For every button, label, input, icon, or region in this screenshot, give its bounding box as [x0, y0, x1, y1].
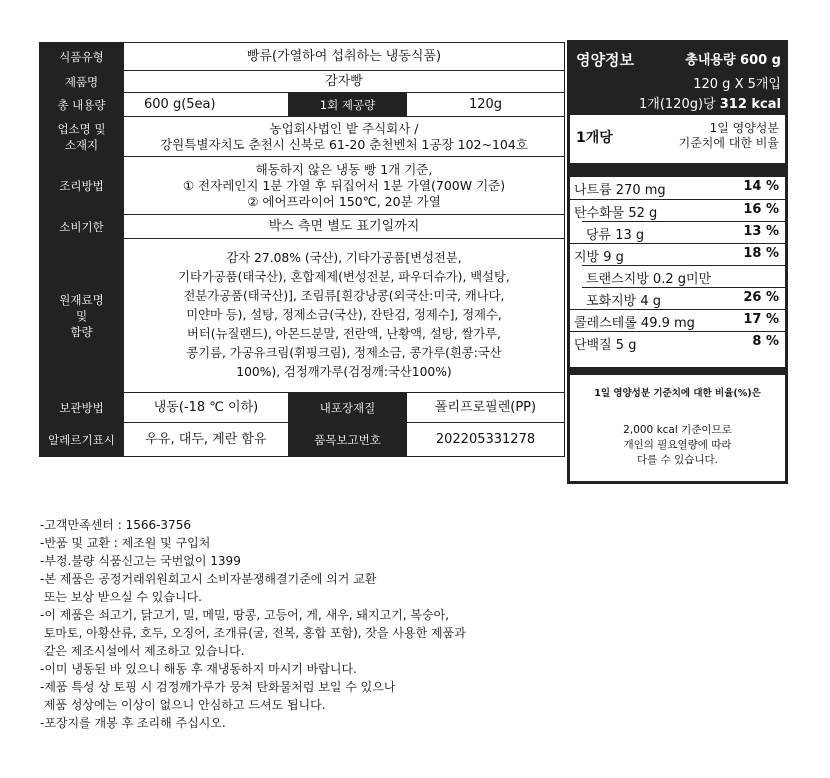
daily-ref-label: 1일 영양성분 기준치에 대한 비율 [678, 121, 779, 150]
nutrition-title: 영양정보 [576, 51, 634, 69]
total-content-label: 총 내용량 [40, 93, 124, 117]
note-line: -부정.불량 식품신고는 국번없이 1399 [40, 554, 241, 568]
cooking-method-label: 조리방법 [40, 157, 124, 215]
note-line: -본 제품은 공정거래위원회고시 소비자분쟁해결기준에 의거 교환 [40, 572, 377, 586]
expiry-label: 소비기한 [40, 215, 124, 239]
nutrition-total: 총내용량 600 g [685, 53, 781, 68]
company-value: 농업회사법인 밭 주식회사 / 강원특별자치도 춘천시 신북로 61-20 춘천벤처 1공장 102~104호 [124, 117, 565, 157]
food-type-label: 식품유형 [40, 43, 124, 71]
nutrient-row: 당류 13 g 13 % [582, 221, 785, 222]
note-line: 토마토, 아황산류, 호두, 오징어, 조개류(굴, 전복, 홍합 포함), 잣을 사용한 제품과 [40, 626, 466, 640]
nutrition-rows: 나트륨 270 mg 14 % 탄수화물 52 g 16 % 당류 13 g 13 % 지방 9 g 18 % 트랜스지방 0.2 g미만 포화지방 4 g 26 % 콜레스테롤 49.9 mg 17 % 단백질 5 g 8 % [570, 177, 785, 367]
ingredients-line: 전분가공품(태국산)], 조림류[흰강낭콩(외국산:미국, 캐나다, [183, 289, 505, 303]
nutrient-row: 탄수화물 52 g 16 % [570, 199, 785, 200]
allergy-value: 우유, 대두, 계란 함유 [124, 423, 289, 457]
storage-label: 보관방법 [40, 393, 124, 423]
note-line: -반품 및 교환 : 제조원 및 구입처 [40, 536, 211, 550]
ingredients-line: 기타가공품(태국산), 혼합제제(변성전분, 파우더슈가), 백설탕, [178, 270, 510, 284]
expiry-value: 박스 측면 별도 표기일까지 [124, 215, 565, 239]
nutrition-pack: 120 g X 5개입 [693, 77, 781, 92]
nutrition-header [570, 43, 785, 115]
nutrient-row: 콜레스테롤 49.9 mg 17 % [570, 309, 785, 310]
serving-size-value: 120g [407, 93, 565, 117]
per-unit-label: 1개당 [576, 130, 613, 146]
packaging-value: 폴리프로필렌(PP) [407, 393, 565, 423]
product-info-table [39, 42, 565, 457]
nutrient-row: 지방 9 g 18 % [570, 243, 785, 244]
ingredients-line: 버터(뉴질랜드), 아몬드분말, 전란액, 난황액, 설탕, 쌀가루, [187, 327, 501, 341]
note-line: 같은 제조시설에서 제조하고 있습니다. [40, 644, 245, 658]
nutrient-row: 포화지방 4 g 26 % [582, 287, 785, 288]
ingredients-line: 100%), 검정깨가루(검정깨:국산100%) [236, 365, 452, 379]
product-name-value: 감자빵 [124, 71, 565, 93]
ingredients-line: 미얀마 등), 설탕, 정제소금(국산), 잔탄검, 정제수], 정제수, [186, 308, 502, 322]
nutrition-subheader [570, 115, 785, 163]
note-line: 또는 보상 받으실 수 있습니다. [40, 590, 202, 604]
product-name-label: 제품명 [40, 71, 124, 93]
company-label: 업소명 및 소재지 [40, 117, 124, 157]
packaging-label: 내포장재질 [289, 393, 407, 423]
note-line: -제품 특성 상 토핑 시 검정깨가루가 뭉쳐 탄화물처럼 보일 수 있으나 [40, 680, 396, 694]
food-type-value: 빵류(가열하여 섭취하는 냉동식품) [124, 43, 565, 71]
nutrition-per-unit: 1개(120g)당 312 kcal [639, 97, 781, 112]
nutrient-row: 단백질 5 g 8 % [570, 331, 785, 332]
ingredients-line: 감자 27.08% (국산), 기타가공품[변성전분, [226, 251, 462, 265]
note-line: -이미 냉동된 바 있으니 해동 후 재냉동하지 마시기 바랍니다. [40, 662, 357, 676]
note-line: -포장지를 개봉 후 조리해 주십시오. [40, 716, 226, 730]
nutrition-kcal: 312 kcal [719, 97, 781, 112]
storage-value: 냉동(-18 ℃ 이하) [124, 393, 289, 423]
ingredients-value [124, 239, 565, 393]
nutrient-row: 트랜스지방 0.2 g미만 [582, 265, 785, 266]
note-line: -고객만족센터 : 1566-3756 [40, 518, 191, 532]
allergy-label: 알레르기표시 [40, 423, 124, 457]
ingredients-line: 콩기름, 가공유크림(휘핑크림), 정제소금, 콩가루(흰콩:국산 [186, 346, 502, 360]
nutrition-footnote-title: 1일 영양성분 기준치에 대한 비율(%)은 [570, 375, 785, 413]
serving-size-label: 1회 제공량 [289, 93, 407, 117]
total-content-value: 600 g(5ea) [124, 93, 289, 117]
notes-section [40, 516, 466, 732]
note-line: 제품 성상에는 이상이 없으니 안심하고 드셔도 됩니다. [40, 698, 326, 712]
note-line: -이 제품은 쇠고기, 닭고기, 밀, 메밀, 땅콩, 고등어, 게, 새우, 돼지고기, 복숭아, [40, 608, 450, 622]
ingredients-label: 원재료명 및 함량 [40, 239, 124, 393]
report-number-label: 품목보고번호 [289, 423, 407, 457]
nutrition-facts-panel [567, 40, 788, 484]
nutrition-footnote: 2,000 kcal 기준이므로 개인의 필요열량에 따라 다를 수 있습니다. [570, 413, 785, 481]
cooking-method-value: 해동하지 않은 냉동 빵 1개 기준, ① 전자레인지 1분 가열 후 뒤집어서 1분 가열(700W 기준) ② 에어프라이어 150℃, 20분 가열 [124, 157, 565, 215]
report-number-value: 202205331278 [407, 423, 565, 457]
